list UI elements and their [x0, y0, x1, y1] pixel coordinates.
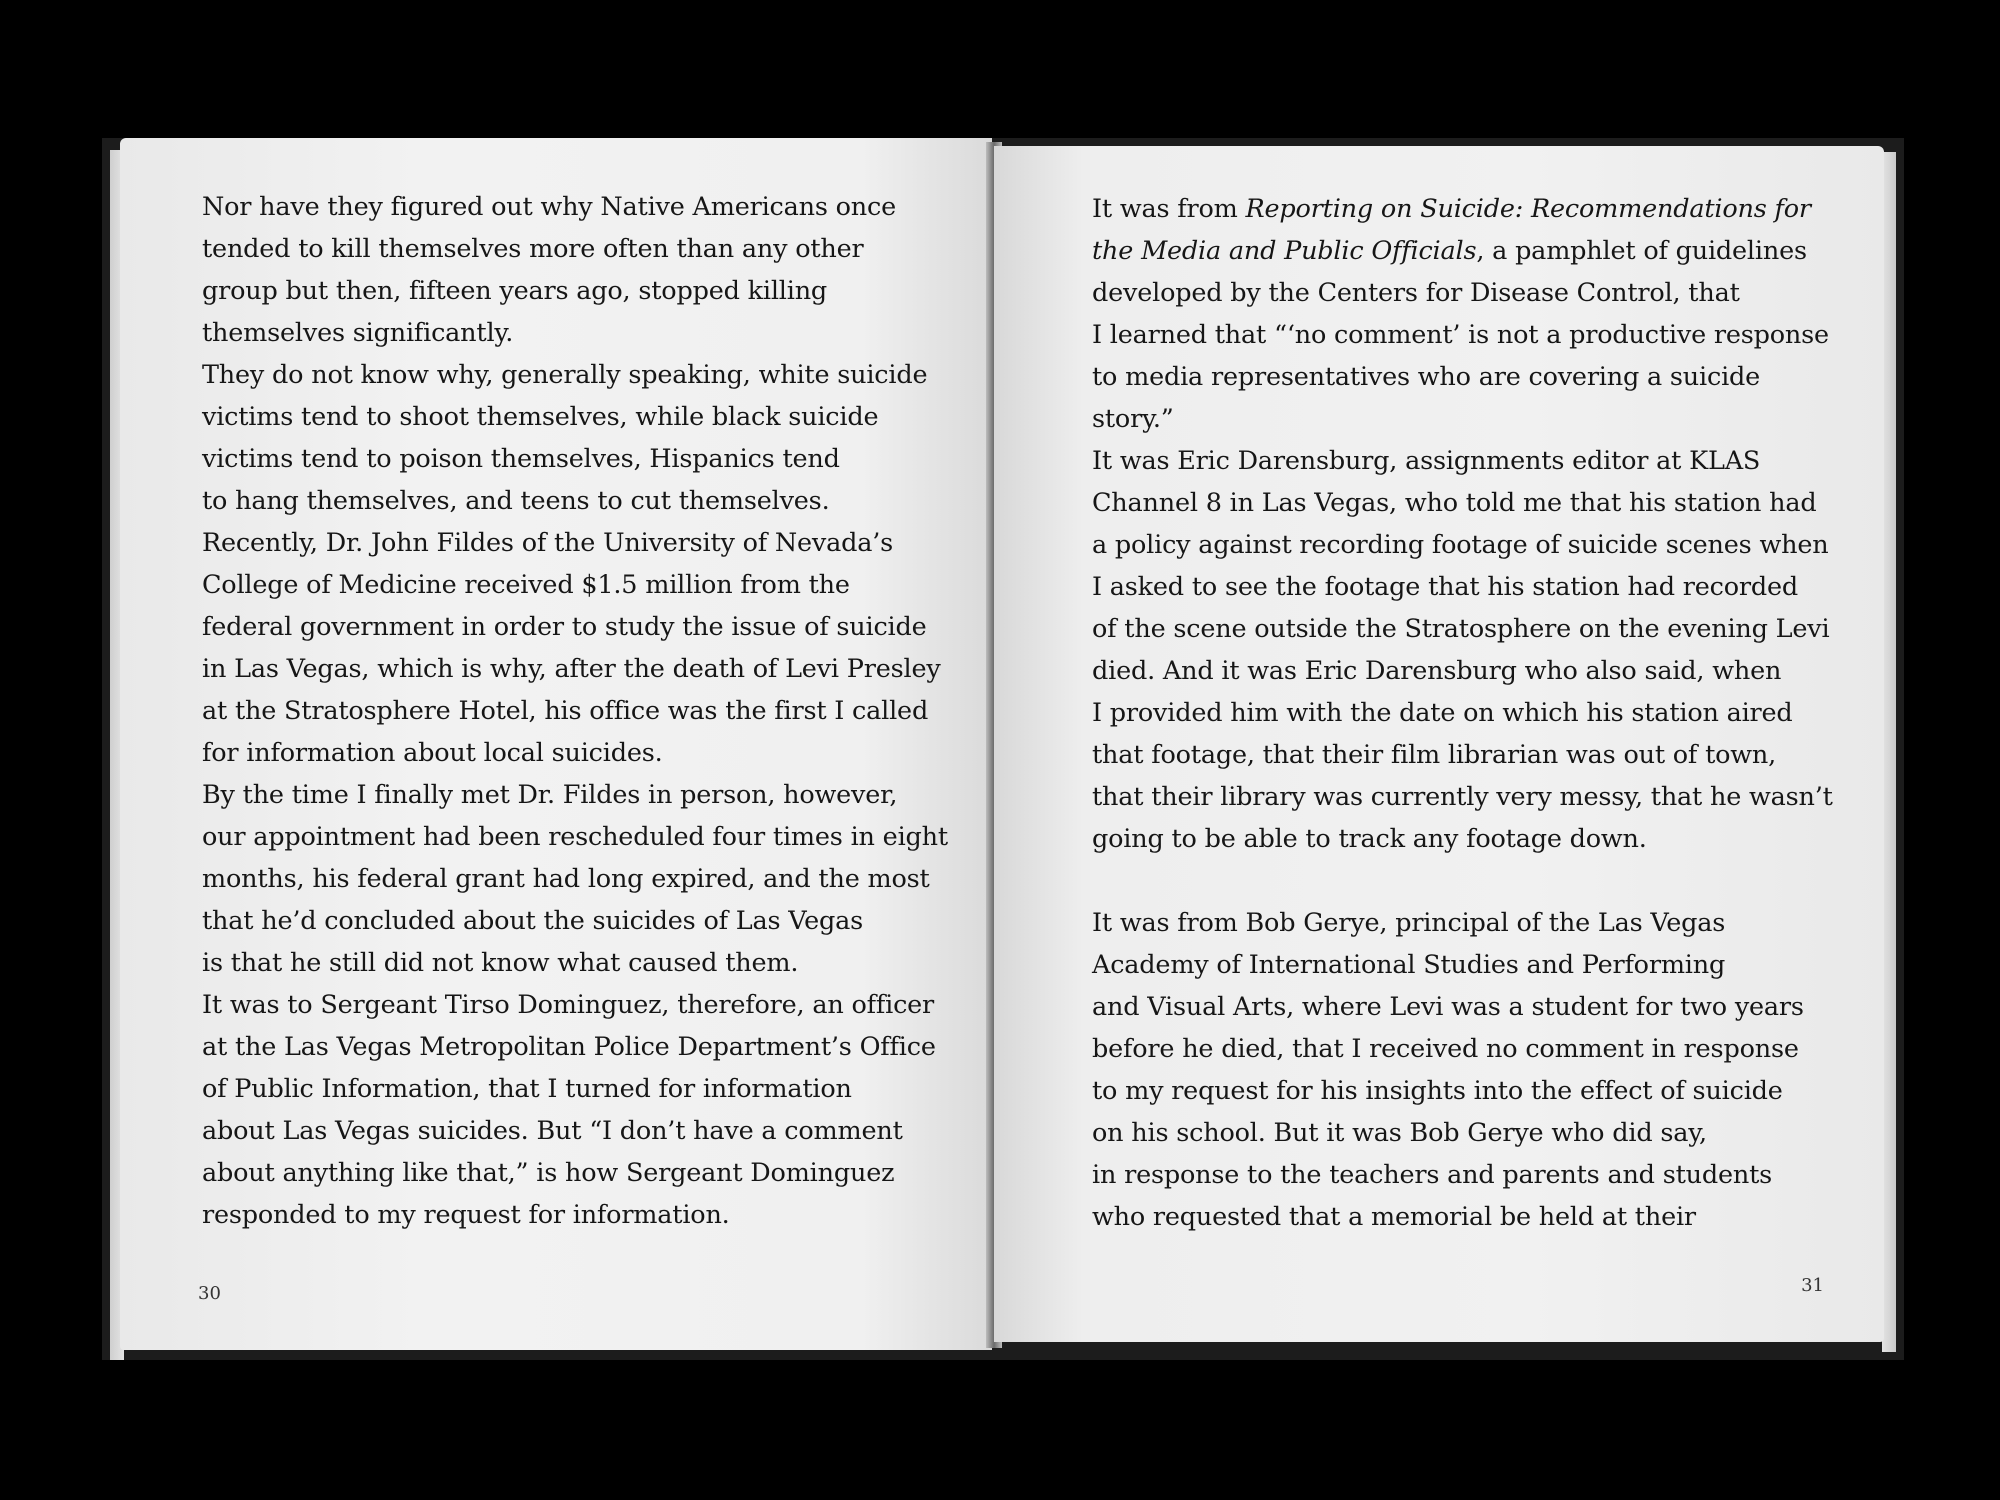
paragraph: It was from Bob Gerye, principal of the Las Vegas Academy of International Studies and Performing and Visual Arts, where Levi was a student for two years before he died, that I received no comment in response to my request for his insights into the effect of suicide on his school. But it was Bob Gerye who did say, in response to the teachers and parents and students who requested that a memorial be held at their	[1092, 908, 1804, 1232]
paragraph-lead: It was from	[1092, 194, 1246, 224]
paragraph-rest: , a pamphlet of guidelines developed by the Centers for Disease Control, that I learned that “‘no comment’ is not a productive response to media representatives who are covering a suicide story.”	[1092, 236, 1829, 434]
right-page-body	[1092, 188, 1852, 1238]
page-number-right: 31	[1801, 1275, 1824, 1296]
page-edges-right	[1882, 152, 1896, 1352]
open-book	[102, 138, 1904, 1360]
paragraph: It was to Sergeant Tirso Dominguez, therefore, an officer at the Las Vegas Metropolitan Police Department’s Office of Public Information, that I turned for information about Las Vegas suicides. But “I don’t have a comment about anything like that,” is how Sergeant Dominguez responded to my request for information.	[202, 990, 936, 1230]
left-page	[120, 138, 992, 1350]
left-page-body	[202, 186, 962, 1236]
paragraph: By the time I finally met Dr. Fildes in person, however, our appointment had been rescheduled four times in eight months, his federal grant had long expired, and the most that he’d concluded about the suicides of Las Vegas is that he still did not know what caused them.	[202, 780, 948, 978]
paragraph	[1092, 188, 1852, 440]
right-page	[994, 146, 1884, 1342]
paragraph: Recently, Dr. John Fildes of the University of Nevada’s College of Medicine received $1.5 million from the federal government in order to study the issue of suicide in Las Vegas, which is why, after the death of Levi Presley at the Stratosphere Hotel, his office was the first I called for information about local suicides.	[202, 528, 941, 768]
paragraph: It was Eric Darensburg, assignments editor at KLAS Channel 8 in Las Vegas, who told me that his station had a policy against recording footage of suicide scenes when I asked to see the footage that his station had recorded of the scene outside the Stratosphere on the evening Levi died. And it was Eric Darensburg who also said, when I provided him with the date on which his station aired that footage, that their film librarian was out of town, that their library was currently very messy, that he wasn’t going to be able to track any footage down.	[1092, 446, 1833, 854]
pamphlet-title: Reporting on Suicide: Recommendations for the Media and Public Officials	[1092, 194, 1811, 266]
paragraph: Nor have they figured out why Native Americans once tended to kill themselves more often than any other group but then, fifteen years ago, stopped killing themselves significantly.	[202, 192, 897, 348]
paragraph: They do not know why, generally speaking, white suicide victims tend to shoot themselves, while black suicide victims tend to poison themselves, Hispanics tend to hang themselves, and teens to cut themselves.	[202, 360, 928, 516]
page-number-left: 30	[198, 1283, 221, 1304]
